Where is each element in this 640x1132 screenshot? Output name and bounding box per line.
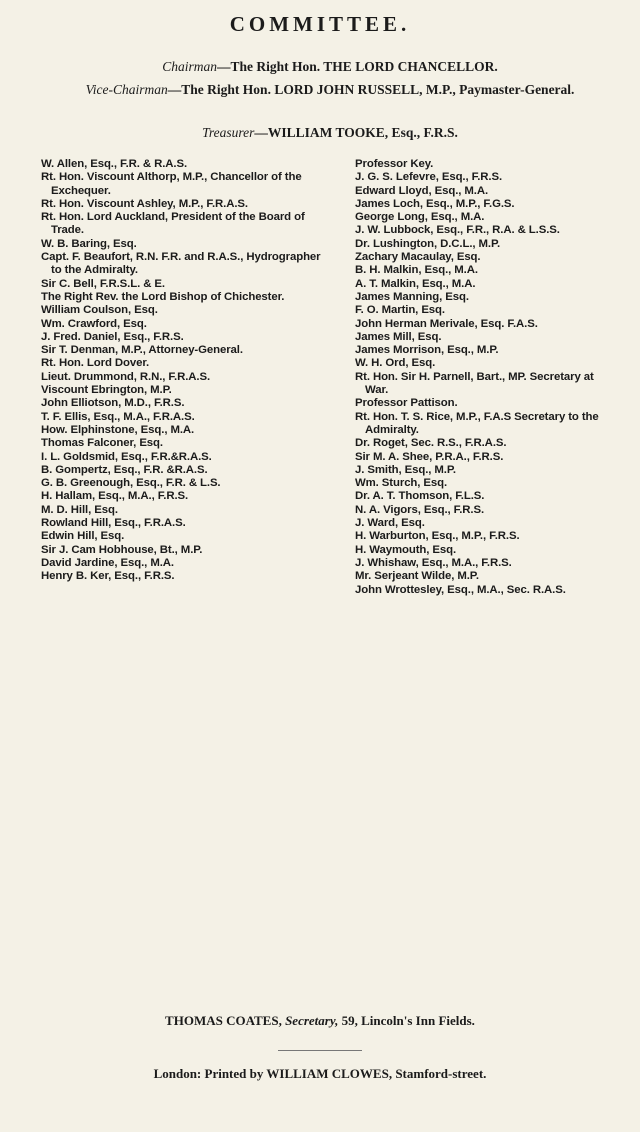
committee-member: Mr. Serjeant Wilde, M.P.	[355, 570, 479, 583]
treasurer-line	[40, 125, 620, 140]
committee-member: Edward Lloyd, Esq., M.A.	[355, 184, 489, 197]
members-left-column	[41, 158, 324, 584]
committee-member: F. O. Martin, Esq.	[355, 304, 445, 317]
committee-member: Edwin Hill, Esq.	[41, 530, 125, 543]
divider-rule	[278, 1050, 362, 1051]
committee-member: Sir T. Denman, M.P., Attorney-General.	[41, 344, 243, 357]
committee-member: Professor Key.	[355, 158, 434, 170]
committee-member: W. Allen, Esq., F.R. & R.A.S.	[41, 158, 188, 170]
committee-member: Thomas Falconer, Esq.	[41, 437, 163, 450]
committee-member: Rowland Hill, Esq., F.R.A.S.	[41, 517, 186, 530]
committee-member: William Coulson, Esq.	[41, 304, 158, 317]
chairman-name: —The Right Hon. THE LORD CHANCELLOR.	[217, 59, 498, 74]
committee-member: Rt. Hon. Viscount Althorp, M.P., Chancellor of the Exchequer.	[41, 171, 302, 197]
committee-member: Zachary Macaulay, Esq.	[355, 251, 481, 264]
chairman-role: Chairman	[162, 59, 218, 74]
committee-member: James Morrison, Esq., M.P.	[355, 344, 499, 357]
secretary-line	[0, 1013, 640, 1029]
committee-member: John Herman Merivale, Esq. F.A.S.	[355, 317, 538, 330]
committee-member: I. L. Goldsmid, Esq., F.R.&R.A.S.	[41, 450, 212, 463]
committee-member: The Right Rev. the Lord Bishop of Chichester.	[41, 290, 285, 303]
committee-member: Sir M. A. Shee, P.R.A., F.R.S.	[355, 450, 504, 463]
committee-member: James Manning, Esq.	[355, 290, 469, 303]
vice-chairman-role: Vice-Chairman	[85, 82, 168, 97]
committee-member: G. B. Greenough, Esq., F.R. & L.S.	[41, 477, 221, 490]
committee-member: John Elliotson, M.D., F.R.S.	[41, 397, 185, 410]
committee-member: N. A. Vigors, Esq., F.R.S.	[355, 503, 485, 516]
committee-member: W. B. Baring, Esq.	[41, 237, 137, 250]
vice-chairman-line	[40, 82, 620, 97]
secretary-role: Secretary,	[285, 1013, 339, 1028]
members-right-column	[355, 158, 617, 597]
committee-member: James Mill, Esq.	[355, 330, 442, 343]
committee-member: J. G. S. Lefevre, Esq., F.R.S.	[355, 171, 503, 184]
secretary-name: THOMAS COATES,	[165, 1013, 282, 1028]
committee-member: How. Elphinstone, Esq., M.A.	[41, 423, 195, 436]
committee-member: A. T. Malkin, Esq., M.A.	[355, 277, 476, 290]
committee-member: Rt. Hon. Viscount Ashley, M.P., F.R.A.S.	[41, 197, 248, 210]
treasurer-role: Treasurer	[202, 125, 255, 140]
committee-member: Rt. Hon. Lord Auckland, President of the Board of Trade.	[41, 211, 305, 237]
committee-member: Sir C. Bell, F.R.S.L. & E.	[41, 277, 165, 290]
committee-member: H. Hallam, Esq., M.A., F.R.S.	[41, 490, 189, 503]
treasurer-name: —WILLIAM TOOKE, Esq., F.R.S.	[254, 125, 458, 140]
committee-member: B. Gompertz, Esq., F.R. &R.A.S.	[41, 463, 208, 476]
printer-imprint: London: Printed by WILLIAM CLOWES, Stamford-street.	[153, 1066, 487, 1081]
committee-member: Henry B. Ker, Esq., F.R.S.	[41, 570, 175, 583]
committee-member: Dr. Roget, Sec. R.S., F.R.A.S.	[355, 437, 507, 450]
committee-member: J. Fred. Daniel, Esq., F.R.S.	[41, 330, 184, 343]
committee-member: James Loch, Esq., M.P., F.G.S.	[355, 197, 515, 210]
committee-member: Viscount Ebrington, M.P.	[41, 384, 172, 397]
committee-member: Rt. Hon. T. S. Rice, M.P., F.A.S Secretary to the Admiralty.	[355, 410, 599, 436]
committee-member: M. D. Hill, Esq.	[41, 503, 118, 516]
committee-member: Wm. Crawford, Esq.	[41, 317, 147, 330]
committee-member: Wm. Sturch, Esq.	[355, 477, 448, 490]
committee-member: Professor Pattison.	[355, 397, 458, 410]
secretary-address: 59, Lincoln's Inn Fields.	[341, 1013, 475, 1028]
committee-member: Dr. A. T. Thomson, F.L.S.	[355, 490, 485, 503]
committee-member: J. Smith, Esq., M.P.	[355, 463, 456, 476]
committee-member: H. Waymouth, Esq.	[355, 543, 457, 556]
committee-member: Capt. F. Beaufort, R.N. F.R. and R.A.S., Hydrographer to the Admiralty.	[41, 251, 321, 277]
page-title: COMMITTEE.	[229, 12, 411, 36]
committee-member: H. Warburton, Esq., M.P., F.R.S.	[355, 530, 520, 543]
committee-member: J. Whishaw, Esq., M.A., F.R.S.	[355, 556, 512, 569]
committee-member: Rt. Hon. Lord Dover.	[41, 357, 150, 370]
committee-member: Lieut. Drummond, R.N., F.R.A.S.	[41, 370, 211, 383]
chairman-line	[40, 59, 620, 74]
committee-member: T. F. Ellis, Esq., M.A., F.R.A.S.	[41, 410, 195, 423]
committee-member: B. H. Malkin, Esq., M.A.	[355, 264, 478, 277]
committee-member: Rt. Hon. Sir H. Parnell, Bart., MP. Secretary at War.	[355, 370, 594, 397]
vice-chairman-name: —The Right Hon. LORD JOHN RUSSELL, M.P., Paymaster-General.	[167, 82, 575, 97]
committee-member: Sir J. Cam Hobhouse, Bt., M.P.	[41, 543, 203, 556]
committee-member: David Jardine, Esq., M.A.	[41, 556, 174, 569]
committee-member: John Wrottesley, Esq., M.A., Sec. R.A.S.	[355, 583, 566, 596]
committee-member: J. W. Lubbock, Esq., F.R., R.A. & L.S.S.	[355, 224, 560, 237]
committee-member: Dr. Lushington, D.C.L., M.P.	[355, 237, 501, 250]
committee-member: George Long, Esq., M.A.	[355, 211, 485, 224]
committee-member: J. Ward, Esq.	[355, 517, 425, 530]
committee-member: W. H. Ord, Esq.	[355, 357, 436, 370]
